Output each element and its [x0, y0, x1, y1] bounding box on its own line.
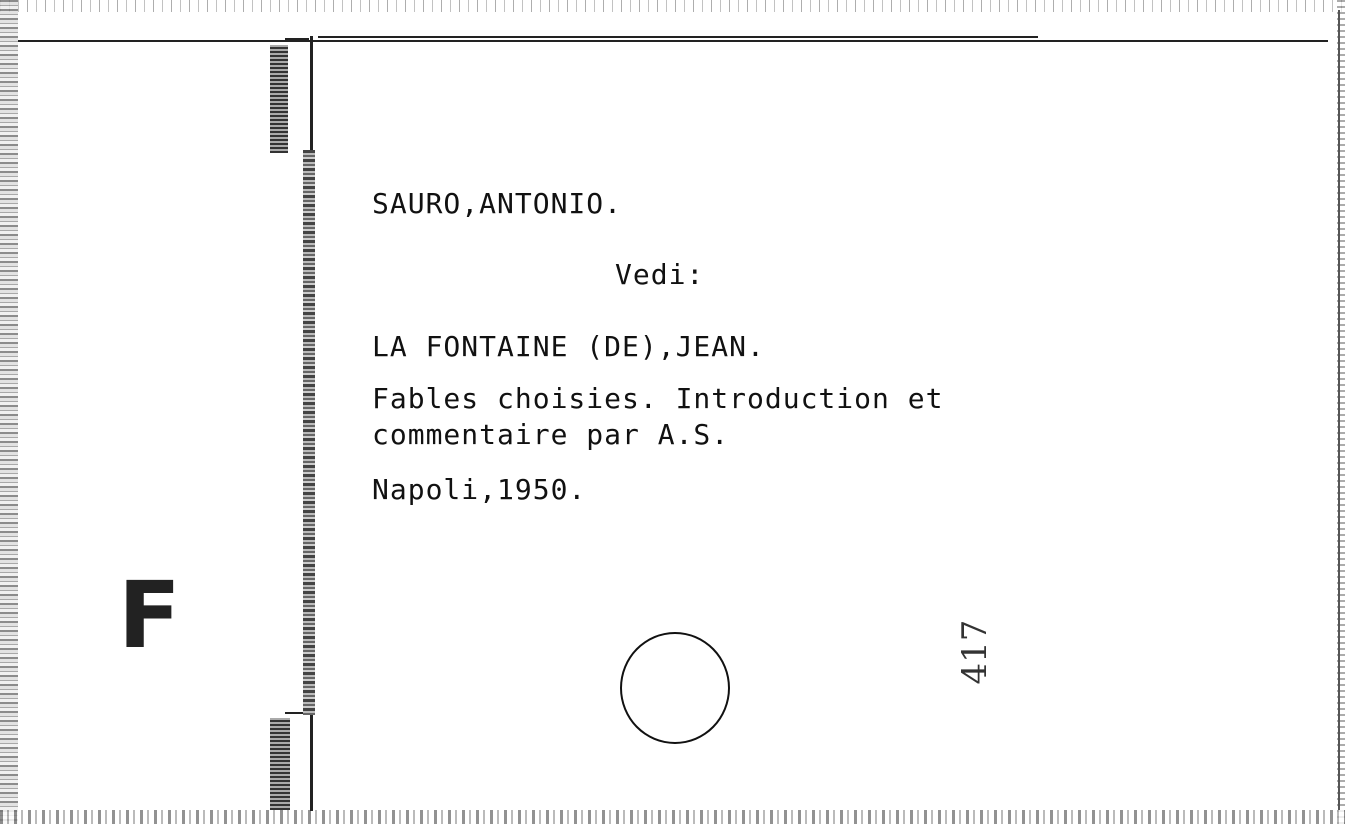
- scan-edge-bottom: [0, 810, 1345, 824]
- card-number: 417: [955, 619, 995, 685]
- card-spine: [303, 150, 315, 715]
- title-line-2: commentaire par A.S.: [372, 418, 730, 451]
- author-entry: LA FONTAINE (DE),JEAN.: [372, 330, 765, 363]
- card-top-border: [18, 40, 1328, 42]
- heading-name: SAURO,ANTONIO.: [372, 187, 623, 220]
- scan-edge-left: [0, 0, 18, 824]
- divider-tab-bottom: [270, 718, 290, 810]
- divider-tab-top: [270, 45, 288, 153]
- see-reference: Vedi:: [615, 258, 705, 291]
- scan-edge-top: [0, 0, 1345, 12]
- card-punch-hole: [620, 632, 730, 744]
- card-upper-edge: [318, 36, 1038, 38]
- card-right-border: [1338, 10, 1340, 810]
- drawer-letter: F: [118, 562, 181, 669]
- title-line-1: Fables choisies. Introduction et: [372, 382, 944, 415]
- tab-edge: [285, 38, 309, 40]
- imprint: Napoli,1950.: [372, 473, 587, 506]
